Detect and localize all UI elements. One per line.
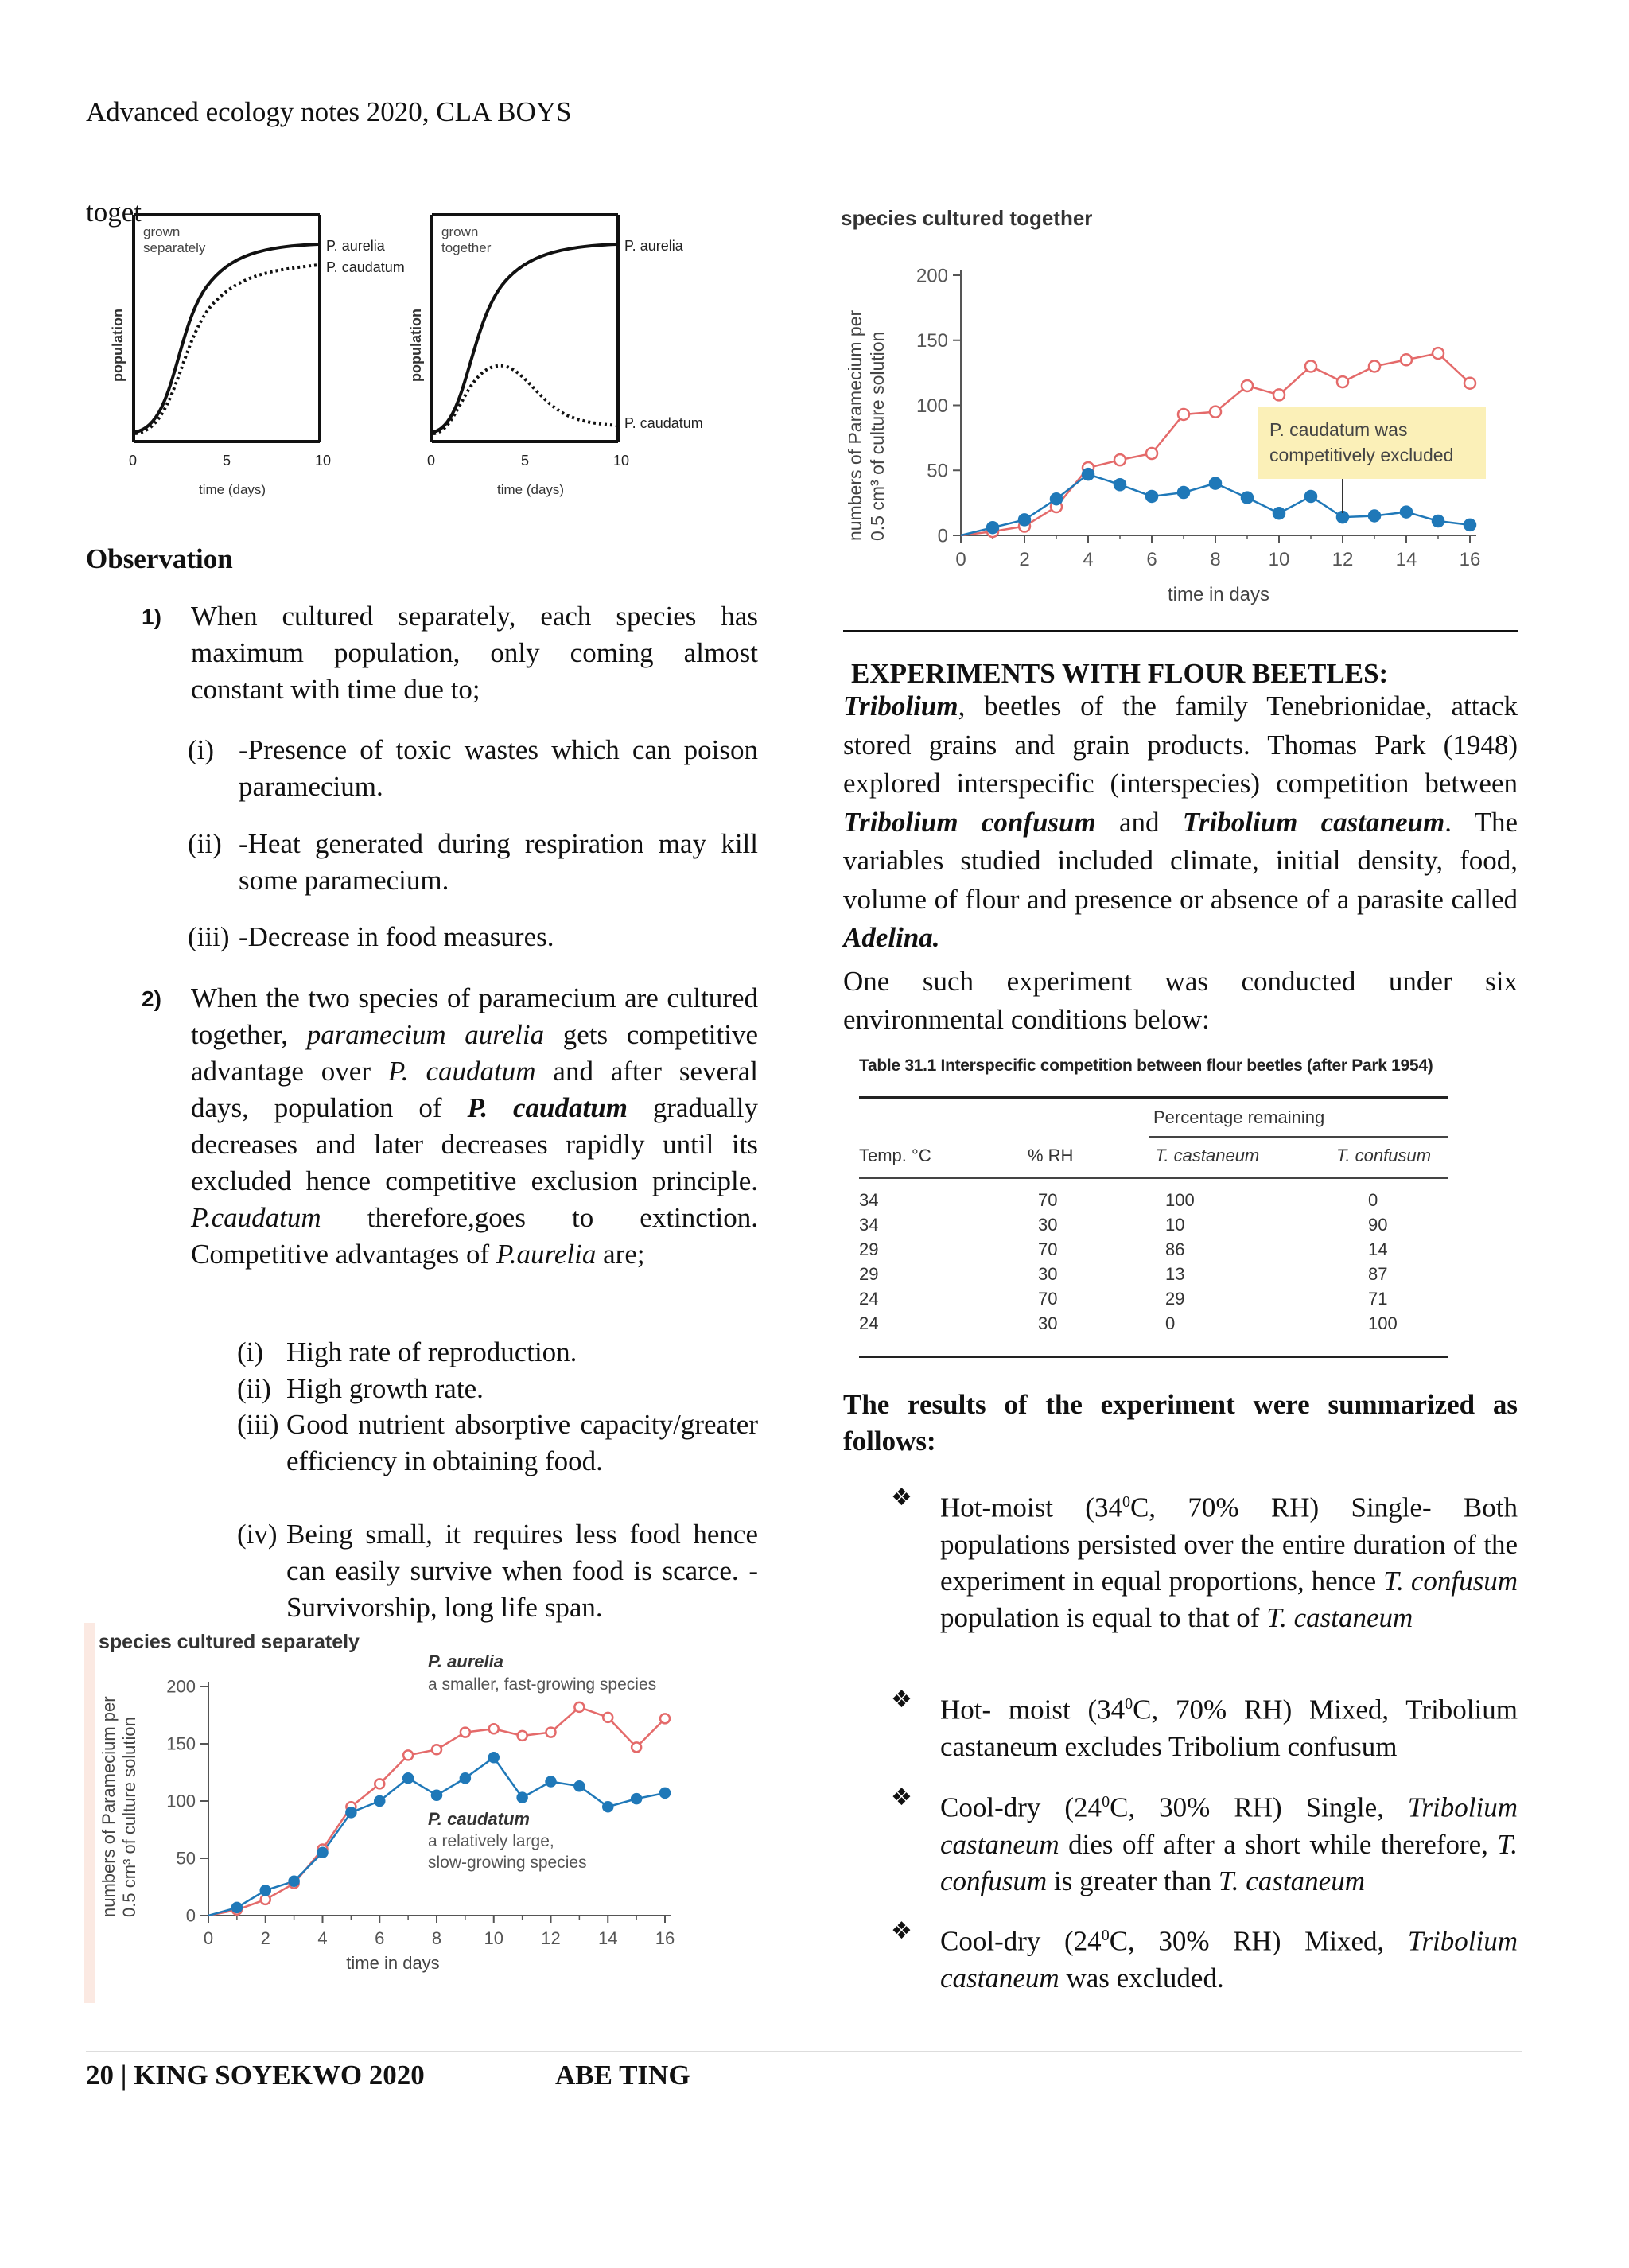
data-point [261, 1895, 270, 1904]
data-point [546, 1728, 556, 1737]
data-point [1146, 448, 1157, 459]
sub-number: (i) [188, 734, 215, 765]
graph-tick: 5 [223, 453, 231, 469]
y-tick-label: 200 [916, 265, 948, 287]
sub-number: (iii) [188, 921, 230, 952]
data-point [574, 1702, 584, 1712]
data-point [1401, 507, 1412, 518]
series-desc-aurelia: a smaller, fast-growing species [428, 1675, 657, 1694]
observation-item-1 [86, 598, 758, 708]
sub-item [188, 826, 758, 899]
result-item [891, 1917, 1518, 1997]
data-point [1464, 519, 1475, 531]
graph-curve-label-caudatum: P. caudatum [326, 259, 405, 275]
data-point [318, 1848, 328, 1858]
data-point [1210, 407, 1221, 418]
table-cell: 29 [859, 1239, 879, 1259]
data-point [1273, 389, 1285, 400]
footer-rule [86, 2051, 1522, 2052]
table-cell: 100 [1368, 1313, 1398, 1333]
data-point [1369, 360, 1380, 372]
data-point [403, 1773, 413, 1783]
sub-text: High rate of reproduction. [286, 1336, 577, 1367]
population-graph-together [410, 211, 728, 505]
table-cell: 30 [1038, 1313, 1058, 1333]
x-tick-label: 12 [541, 1928, 561, 1948]
data-point [518, 1731, 527, 1741]
item-text: When cultured separately, each species has maximum population, only coming almost constant with time due to; [191, 601, 758, 705]
table-cell: 70 [1038, 1190, 1058, 1210]
x-tick-label: 8 [431, 1928, 442, 1948]
y-tick-label: 100 [916, 395, 948, 417]
graph-tick: 0 [129, 453, 138, 469]
x-tick-label: 14 [598, 1928, 618, 1948]
data-point [432, 1745, 441, 1754]
table-rule [1149, 1136, 1448, 1138]
data-point [574, 1781, 584, 1791]
table-cell: 70 [1038, 1239, 1058, 1259]
data-point [1369, 510, 1380, 521]
graph-label-1: grown [441, 224, 479, 239]
data-point [987, 522, 998, 533]
observation-heading: Observation [86, 543, 233, 574]
annotation-line1: P. caudatum was [1269, 419, 1408, 440]
table-cell: 0 [1165, 1313, 1176, 1333]
curve-caudatum [433, 366, 616, 434]
data-point [603, 1713, 612, 1722]
table-header-temp: Temp. °C [859, 1146, 931, 1165]
table-cell: 71 [1368, 1289, 1388, 1309]
result-item [891, 1484, 1518, 1636]
diamond-bullet-icon: ❖ [891, 1686, 912, 1714]
annotation-box [1258, 407, 1486, 479]
sub-text: -Decrease in food measures. [239, 921, 554, 952]
sub-text: High growth rate. [286, 1373, 484, 1404]
data-point [1242, 492, 1253, 504]
x-tick-label: 12 [1332, 549, 1354, 570]
cut-word: toget [86, 196, 142, 228]
sub-item [188, 919, 758, 955]
table-rule [859, 1096, 1448, 1099]
graph-label-1: grown [143, 224, 181, 239]
diamond-bullet-icon: ❖ [891, 1917, 912, 1945]
chart-ylabel-line2: 0.5 cm³ of culture solution [119, 1717, 139, 1917]
result-text: Cool-dry ($24^0C$, 30% RH) Single, Tribolium castaneum dies off after a short while therefore, T. confusum is greater than T. castaneum [940, 1791, 1518, 1896]
sub-number: (ii) [188, 828, 222, 859]
graph-tick: 5 [521, 453, 530, 469]
table-header-rh: % RH [1028, 1146, 1074, 1165]
data-point [660, 1714, 670, 1723]
x-tick-label: 4 [317, 1928, 328, 1948]
chart-ylabel-line2: 0.5 cm³ of culture solution [867, 331, 888, 541]
beetles-paragraph: Tribolium, beetles of the family Tenebrionidae, attack stored grains and grain products. Thomas Park (1948) explored interspecific (interspecies) competition between Tribolium confusum and Tribolium castaneum. The variables studied included climate, initial density, food, volume of flour and presence or absence of a parasite called Adelina. [843, 691, 1518, 953]
table-rule [859, 1356, 1448, 1358]
chart-ylabel-line1: numbers of Paramecium per [845, 309, 865, 541]
table-cell: 100 [1165, 1190, 1195, 1210]
data-point [1114, 454, 1126, 465]
section-divider [843, 630, 1518, 632]
table-cell: 13 [1165, 1264, 1185, 1284]
data-point [1083, 469, 1094, 480]
table-rule [859, 1177, 1448, 1179]
graph-xlabel: time (days) [199, 482, 266, 497]
result-text: Cool-dry ($24^0C$, 30% RH) Mixed, Tribolium castaneum was excluded. [940, 1925, 1518, 1994]
x-tick-label: 8 [1210, 549, 1221, 570]
x-tick-label: 6 [375, 1928, 385, 1948]
data-point [1051, 493, 1062, 504]
result-text: Hot- moist ($34^0C$, 70% RH) Mixed, Tribolium castaneum excludes Tribolium confusum [940, 1694, 1518, 1762]
data-point [546, 1777, 556, 1787]
table-cell: 24 [859, 1289, 879, 1309]
beetles-heading: EXPERIMENTS WITH FLOUR BEETLES: [851, 658, 1389, 689]
y-tick-label: 0 [937, 525, 948, 547]
x-tick-label: 4 [1083, 549, 1094, 570]
y-tick-label: 200 [166, 1676, 196, 1697]
x-tick-label: 0 [955, 549, 966, 570]
table-cell: 30 [1038, 1264, 1058, 1284]
table-cell: 34 [859, 1190, 879, 1210]
sub-item [188, 732, 758, 805]
data-point [232, 1903, 242, 1912]
page-header: Advanced ecology notes 2020, CLA BOYS [86, 96, 572, 127]
data-point [1401, 354, 1412, 365]
chart-cultured-separately [84, 1623, 705, 1989]
results-heading: The results of the experiment were summarized as follows: [843, 1389, 1518, 1457]
x-tick-label: 10 [1268, 549, 1290, 570]
table-cell: 29 [859, 1264, 879, 1284]
data-point [1242, 380, 1253, 391]
annotation-line2: competitively excluded [1269, 445, 1454, 465]
graph-label-2: separately [143, 240, 206, 255]
table-header-castaneum: T. castaneum [1155, 1146, 1260, 1165]
footer-left: 20 | KING SOYEKWO 2020 [86, 2060, 425, 2091]
x-tick-label: 16 [655, 1928, 675, 1948]
x-tick-label: 6 [1146, 549, 1157, 570]
sub-number: (iv) [237, 1519, 278, 1550]
y-tick-label: 50 [176, 1848, 196, 1869]
data-point [1337, 376, 1348, 387]
result-item [891, 1686, 1518, 1765]
data-point [603, 1802, 612, 1811]
data-point [346, 1807, 356, 1817]
y-tick-label: 100 [166, 1791, 196, 1811]
table-cell: 10 [1165, 1215, 1185, 1235]
graph-tick: 10 [315, 453, 332, 469]
table-cell: 87 [1368, 1264, 1388, 1284]
chart-xlabel: time in days [1167, 584, 1270, 605]
table-cell: 29 [1165, 1289, 1185, 1309]
curve-aurelia [433, 244, 616, 432]
x-tick-label: 0 [203, 1928, 214, 1948]
y-tick-label: 150 [166, 1733, 196, 1754]
sub-text: Being small, it requires less food hence can easily survive when food is scarce. - Survivorship, long life span. [286, 1519, 758, 1623]
result-item [891, 1784, 1518, 1900]
table-cell: 90 [1368, 1215, 1388, 1235]
diamond-bullet-icon: ❖ [891, 1784, 912, 1811]
advantage-item [237, 1334, 758, 1371]
sub-text: -Presence of toxic wastes which can poison paramecium. [239, 734, 758, 802]
x-tick-label: 2 [260, 1928, 270, 1948]
sub-text: -Heat generated during respiration may kill some paramecium. [239, 828, 758, 896]
data-point [432, 1791, 441, 1800]
graph-curve-label-aurelia: P. aurelia [326, 238, 385, 254]
data-point [1178, 409, 1189, 420]
data-point [461, 1773, 470, 1783]
data-point [1146, 491, 1157, 502]
result-text: Hot-moist ($34^0C$, 70% RH) Single- Both populations persisted over the entire duration of the experiment in equal proportions, hence T. confusum population is equal to that of T. castaneum [940, 1492, 1518, 1633]
graph-tick: 0 [427, 453, 436, 469]
curve-aurelia [135, 244, 318, 432]
data-point [1433, 515, 1444, 527]
data-point [290, 1877, 299, 1886]
series-desc-caudatum-2: slow-growing species [428, 1854, 587, 1872]
table-group-header: Percentage remaining [1153, 1107, 1325, 1127]
data-point [1019, 514, 1030, 525]
graph-ylabel: population [408, 309, 424, 382]
data-point [660, 1788, 670, 1798]
y-tick-label: 150 [916, 330, 948, 352]
graph-xlabel: time (days) [497, 482, 565, 497]
sub-text: Good nutrient absorptive capacity/greater efficiency in obtaining food. [286, 1409, 758, 1476]
table-cell: 14 [1368, 1239, 1388, 1259]
x-tick-label: 2 [1019, 549, 1030, 570]
data-point [1210, 478, 1221, 489]
data-point [489, 1753, 499, 1762]
sub-number: (ii) [237, 1373, 271, 1404]
data-point [1178, 487, 1189, 498]
data-point [518, 1793, 527, 1803]
chart-cultured-together [839, 199, 1531, 613]
data-point [1305, 360, 1316, 372]
data-point [375, 1779, 384, 1788]
table-cell: 30 [1038, 1215, 1058, 1235]
sub-number: (i) [237, 1336, 264, 1367]
population-graph-separately [110, 211, 405, 505]
chart-title: species cultured separately [99, 1631, 360, 1653]
observation-item-2 [86, 980, 758, 1273]
data-point [632, 1742, 641, 1752]
beetles-experiment-text: One such experiment was conducted under six environmental conditions below: [843, 966, 1518, 1035]
table-cell: 0 [1368, 1190, 1378, 1210]
graph-tick: 10 [613, 453, 630, 469]
graph-curve-label-aurelia: P. aurelia [624, 238, 683, 254]
chart-title: species cultured together [841, 206, 1093, 230]
table-cell: 34 [859, 1215, 879, 1235]
series-desc-caudatum-1: a relatively large, [428, 1832, 554, 1850]
graph-curve-label-caudatum: P. caudatum [624, 415, 703, 431]
y-tick-label: 50 [927, 460, 948, 482]
graph-ylabel: population [110, 309, 126, 382]
chart-ylabel-line1: numbers of Paramecium per [99, 1696, 119, 1917]
item-number: 2) [142, 986, 161, 1011]
data-point [1305, 491, 1316, 502]
data-point [375, 1796, 384, 1806]
footer-right: ABE TING [555, 2060, 690, 2091]
item-text: When the two species of paramecium are cultured together, paramecium aurelia gets competitive advantage over P. caudatum and after several days, population of P. caudatum gradually decreases and later decreases rapidly until its excluded hence competitive exclusion principle. P.caudatum therefore,goes to extinction. Competitive advantages of P.aurelia are; [191, 982, 759, 1270]
table-cell: 24 [859, 1313, 879, 1333]
data-point [261, 1885, 270, 1895]
y-tick-label: 0 [185, 1905, 196, 1926]
data-point [489, 1724, 499, 1733]
x-tick-label: 16 [1459, 549, 1481, 570]
advantage-item [237, 1516, 758, 1626]
series-label-caudatum: P. caudatum [428, 1809, 530, 1829]
x-tick-label: 14 [1395, 549, 1417, 570]
chart-xlabel: time in days [346, 1953, 440, 1973]
advantage-item [237, 1406, 758, 1480]
data-point [632, 1794, 641, 1803]
data-point [1273, 508, 1285, 519]
data-point [1114, 479, 1126, 490]
x-tick-label: 10 [484, 1928, 503, 1948]
item-number: 1) [142, 605, 161, 629]
data-point [403, 1750, 413, 1760]
series-label-aurelia: P. aurelia [428, 1651, 503, 1671]
data-point [1433, 348, 1444, 359]
table-header-confusum: T. confusum [1336, 1146, 1432, 1165]
table-cell: 70 [1038, 1289, 1058, 1309]
sub-number: (iii) [237, 1409, 279, 1440]
data-point [1464, 378, 1475, 389]
diamond-bullet-icon: ❖ [891, 1484, 912, 1511]
data-point [461, 1728, 470, 1737]
table-cell: 86 [1165, 1239, 1185, 1259]
data-point [1337, 512, 1348, 523]
advantage-item [237, 1371, 758, 1407]
table-caption: Table 31.1 Interspecific competition between flour beetles (after Park 1954) [859, 1056, 1433, 1075]
graph-label-2: together [441, 240, 492, 255]
